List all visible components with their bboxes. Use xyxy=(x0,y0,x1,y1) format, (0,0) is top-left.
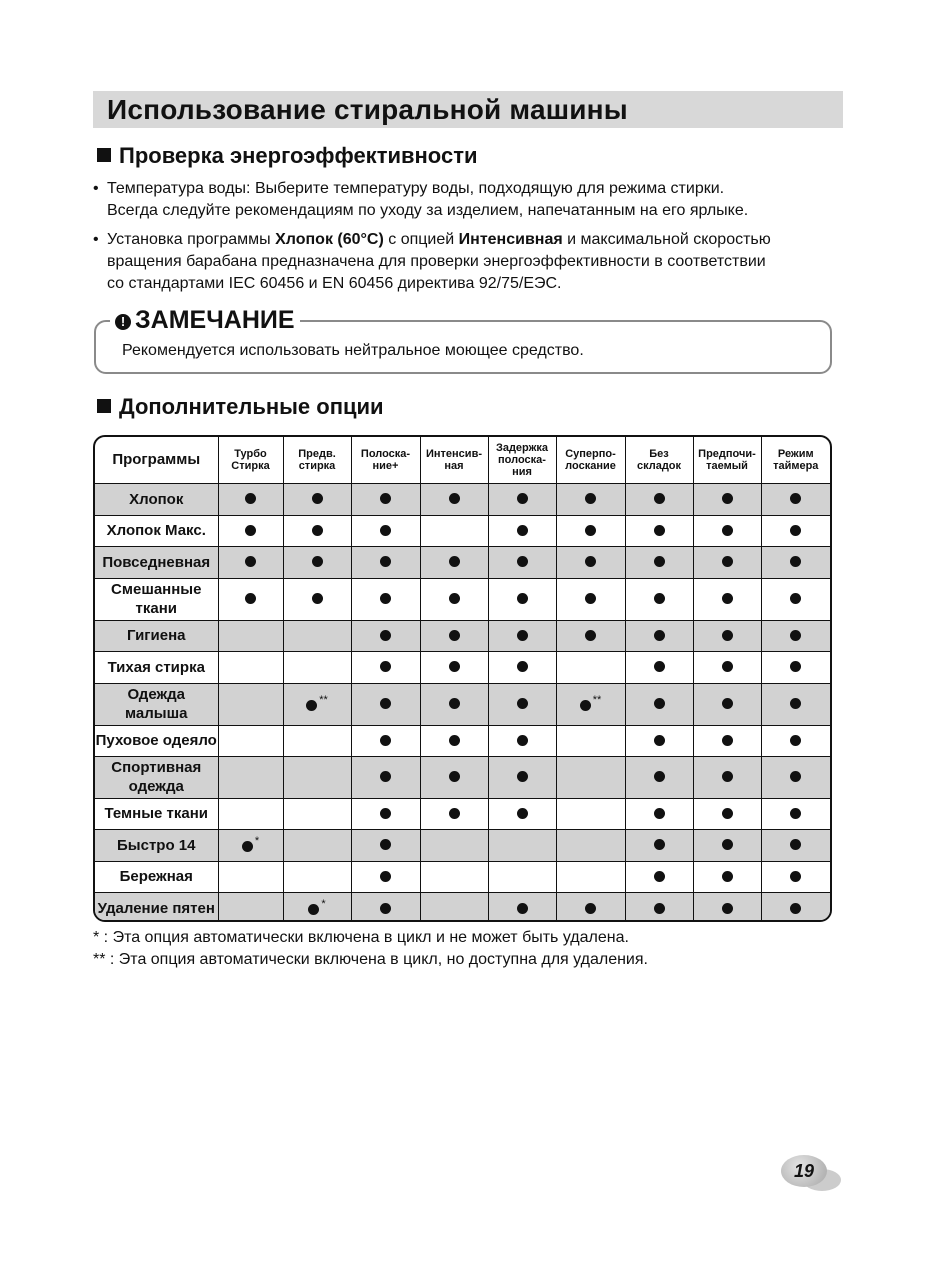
option-cell xyxy=(693,861,761,892)
table-row xyxy=(95,546,830,578)
table-row xyxy=(95,683,830,725)
option-cell xyxy=(283,620,351,651)
availability-dot-icon xyxy=(585,593,596,604)
option-cell xyxy=(761,683,830,725)
option-cell xyxy=(351,892,420,922)
option-cell xyxy=(283,578,351,620)
availability-dot-icon xyxy=(654,903,665,914)
availability-dot-icon xyxy=(654,808,665,819)
option-cell xyxy=(488,725,556,756)
program-name-cell: Быстро 14 xyxy=(95,829,218,861)
program-name-cell: Хлопок xyxy=(95,483,218,515)
column-header-timer: Режим таймера xyxy=(761,437,830,483)
availability-dot-icon xyxy=(312,525,323,536)
option-cell xyxy=(218,756,283,798)
option-cell xyxy=(761,756,830,798)
option-cell xyxy=(283,861,351,892)
page-title-bar xyxy=(93,91,843,128)
option-cell xyxy=(556,515,625,546)
availability-dot-icon xyxy=(449,593,460,604)
availability-dot-icon xyxy=(722,493,733,504)
option-cell xyxy=(693,578,761,620)
table-row xyxy=(95,578,830,620)
availability-dot-icon xyxy=(722,839,733,850)
availability-dot-icon xyxy=(517,698,528,709)
option-cell xyxy=(351,861,420,892)
availability-dot-icon xyxy=(245,493,256,504)
option-cell xyxy=(488,578,556,620)
option-cell xyxy=(693,515,761,546)
option-cell xyxy=(625,798,693,829)
table-row xyxy=(95,756,830,798)
availability-dot-icon xyxy=(585,493,596,504)
column-header-intensive: Интенсив- ная xyxy=(420,437,488,483)
column-header-program: Программы xyxy=(95,437,218,483)
table-row xyxy=(95,483,830,515)
option-cell xyxy=(420,683,488,725)
option-cell xyxy=(625,829,693,861)
option-cell xyxy=(693,620,761,651)
option-cell xyxy=(625,892,693,922)
availability-dot-icon xyxy=(517,661,528,672)
option-cell xyxy=(556,798,625,829)
option-cell xyxy=(488,483,556,515)
availability-dot-icon xyxy=(654,493,665,504)
availability-dot-icon xyxy=(722,630,733,641)
option-cell xyxy=(625,515,693,546)
option-cell xyxy=(420,798,488,829)
program-name-cell: Гигиена xyxy=(95,620,218,651)
footnote-single-star: * : Эта опция автоматически включена в цикл и не может быть удалена. xyxy=(93,929,629,946)
availability-dot-icon xyxy=(312,493,323,504)
availability-dot-icon xyxy=(517,493,528,504)
square-bullet-icon xyxy=(97,148,111,162)
availability-dot-icon xyxy=(654,698,665,709)
option-cell xyxy=(351,515,420,546)
option-cell xyxy=(556,578,625,620)
availability-dot-icon xyxy=(790,593,801,604)
option-cell xyxy=(420,578,488,620)
column-header-rinse-hold: Задержка полоска- ния xyxy=(488,437,556,483)
availability-dot-icon xyxy=(585,903,596,914)
option-cell xyxy=(218,798,283,829)
column-header-no-crease: Без складок xyxy=(625,437,693,483)
option-cell xyxy=(283,892,351,922)
availability-dot-icon xyxy=(380,698,391,709)
program-name-cell: Одежда малыша xyxy=(95,683,218,725)
option-cell xyxy=(218,515,283,546)
availability-dot-icon xyxy=(790,556,801,567)
availability-dot-icon xyxy=(654,839,665,850)
footnotes xyxy=(93,927,648,971)
availability-dot-icon xyxy=(790,903,801,914)
column-header-prewash: Предв. стирка xyxy=(283,437,351,483)
option-cell xyxy=(556,620,625,651)
option-cell xyxy=(283,756,351,798)
availability-dot-icon xyxy=(517,556,528,567)
availability-dot-icon xyxy=(722,808,733,819)
option-cell xyxy=(420,620,488,651)
option-cell xyxy=(351,725,420,756)
option-cell xyxy=(488,861,556,892)
availability-dot-icon xyxy=(380,525,391,536)
option-cell xyxy=(420,546,488,578)
option-cell xyxy=(218,829,283,861)
availability-dot-icon xyxy=(449,698,460,709)
table-row xyxy=(95,620,830,651)
availability-dot-icon xyxy=(580,700,591,711)
program-name-cell: Смешанные ткани xyxy=(95,578,218,620)
availability-dot-icon xyxy=(380,661,391,672)
options-section-heading: Дополнительные опции xyxy=(97,394,384,420)
option-cell xyxy=(488,756,556,798)
availability-dot-icon xyxy=(654,556,665,567)
availability-dot-icon xyxy=(517,808,528,819)
option-cell xyxy=(761,620,830,651)
option-cell xyxy=(218,651,283,683)
program-name-cell: Бережная xyxy=(95,861,218,892)
program-name-cell: Удаление пятен xyxy=(95,892,218,922)
availability-dot-icon xyxy=(722,525,733,536)
option-cell xyxy=(351,683,420,725)
option-cell xyxy=(625,683,693,725)
option-cell xyxy=(693,829,761,861)
availability-dot-icon xyxy=(654,593,665,604)
availability-dot-icon xyxy=(449,661,460,672)
availability-dot-icon xyxy=(380,593,391,604)
option-cell xyxy=(420,651,488,683)
availability-dot-icon xyxy=(312,556,323,567)
availability-dot-icon xyxy=(790,871,801,882)
table-row xyxy=(95,515,830,546)
availability-dot-icon xyxy=(380,735,391,746)
availability-dot-icon xyxy=(308,904,319,915)
program-name-cell: Тихая стирка xyxy=(95,651,218,683)
availability-dot-icon xyxy=(654,661,665,672)
availability-dot-icon xyxy=(517,903,528,914)
table-header-row xyxy=(95,437,830,483)
option-cell xyxy=(420,861,488,892)
option-cell xyxy=(625,546,693,578)
program-name-cell: Спортивная одежда xyxy=(95,756,218,798)
availability-dot-icon xyxy=(380,630,391,641)
option-cell xyxy=(761,578,830,620)
energy-bullet-program: • Установка программы Хлопок (60°С) с опцией Интенсивная и максимальной скоростью вращения барабана предназначена для проверки энергоэффективности в соответствии со стандартами IEC 60456 и EN 60456 директива 92/75/ЕЭС. xyxy=(93,231,771,292)
option-cell xyxy=(556,892,625,922)
option-cell xyxy=(488,651,556,683)
option-cell xyxy=(625,861,693,892)
option-cell xyxy=(351,756,420,798)
options-table xyxy=(93,435,832,922)
availability-dot-icon xyxy=(380,871,391,882)
option-cell xyxy=(420,892,488,922)
option-cell xyxy=(556,725,625,756)
footnote-double-star: ** : Эта опция автоматически включена в цикл, но доступна для удаления. xyxy=(93,951,648,968)
availability-dot-icon xyxy=(517,771,528,782)
availability-dot-icon xyxy=(790,661,801,672)
table-row xyxy=(95,725,830,756)
option-cell xyxy=(693,725,761,756)
option-cell xyxy=(761,515,830,546)
table-row xyxy=(95,829,830,861)
availability-dot-icon xyxy=(654,630,665,641)
option-cell xyxy=(488,798,556,829)
option-cell xyxy=(283,798,351,829)
warning-icon: ! xyxy=(115,314,131,330)
option-cell xyxy=(283,515,351,546)
availability-dot-icon xyxy=(790,839,801,850)
note-heading: ! ЗАМЕЧАНИЕ xyxy=(110,306,300,334)
option-cell xyxy=(488,515,556,546)
table-row xyxy=(95,892,830,922)
program-name-cell: Хлопок Макс. xyxy=(95,515,218,546)
option-cell xyxy=(625,578,693,620)
page-number: 19 xyxy=(781,1155,827,1187)
option-cell xyxy=(761,546,830,578)
availability-dot-icon xyxy=(380,808,391,819)
option-cell xyxy=(693,798,761,829)
availability-dot-icon xyxy=(654,871,665,882)
option-cell xyxy=(351,798,420,829)
option-cell xyxy=(351,546,420,578)
option-cell xyxy=(488,683,556,725)
option-cell xyxy=(218,861,283,892)
option-cell xyxy=(283,829,351,861)
availability-dot-icon xyxy=(380,903,391,914)
page-title: Использование стиральной машины xyxy=(107,94,628,125)
option-cell xyxy=(420,515,488,546)
availability-dot-icon xyxy=(245,593,256,604)
option-cell xyxy=(556,756,625,798)
footnote-mark: * xyxy=(254,834,260,847)
option-cell xyxy=(351,483,420,515)
availability-dot-icon xyxy=(654,525,665,536)
option-cell xyxy=(625,756,693,798)
program-name-cell: Повседневная xyxy=(95,546,218,578)
availability-dot-icon xyxy=(790,493,801,504)
availability-dot-icon xyxy=(245,525,256,536)
option-cell xyxy=(283,651,351,683)
option-cell xyxy=(625,725,693,756)
option-cell xyxy=(351,829,420,861)
option-cell xyxy=(351,651,420,683)
option-cell xyxy=(283,725,351,756)
option-cell xyxy=(556,546,625,578)
option-cell xyxy=(625,620,693,651)
availability-dot-icon xyxy=(245,556,256,567)
option-cell xyxy=(761,483,830,515)
availability-dot-icon xyxy=(517,630,528,641)
option-cell xyxy=(351,578,420,620)
option-cell xyxy=(420,483,488,515)
option-cell xyxy=(218,578,283,620)
option-cell xyxy=(218,683,283,725)
option-cell xyxy=(693,892,761,922)
option-cell xyxy=(283,683,351,725)
option-cell xyxy=(761,892,830,922)
option-cell xyxy=(351,620,420,651)
availability-dot-icon xyxy=(722,556,733,567)
availability-dot-icon xyxy=(380,493,391,504)
availability-dot-icon xyxy=(585,525,596,536)
option-cell xyxy=(420,725,488,756)
option-cell xyxy=(625,651,693,683)
option-cell xyxy=(556,829,625,861)
option-cell xyxy=(218,546,283,578)
availability-dot-icon xyxy=(790,698,801,709)
option-cell xyxy=(218,892,283,922)
column-header-super-rinse: Суперпо- лоскание xyxy=(556,437,625,483)
bullet-dot-icon: • xyxy=(93,180,99,197)
availability-dot-icon xyxy=(449,630,460,641)
option-cell xyxy=(556,683,625,725)
availability-dot-icon xyxy=(449,735,460,746)
availability-dot-icon xyxy=(380,556,391,567)
availability-dot-icon xyxy=(517,735,528,746)
option-cell xyxy=(488,620,556,651)
note-text: Рекомендуется использовать нейтральное моющее средство. xyxy=(122,342,584,359)
table-row xyxy=(95,798,830,829)
availability-dot-icon xyxy=(585,556,596,567)
footnote-mark: * xyxy=(321,897,326,910)
option-cell xyxy=(556,861,625,892)
option-cell xyxy=(693,546,761,578)
availability-dot-icon xyxy=(790,735,801,746)
availability-dot-icon xyxy=(722,593,733,604)
option-cell xyxy=(625,483,693,515)
option-cell xyxy=(218,483,283,515)
availability-dot-icon xyxy=(306,700,317,711)
option-cell xyxy=(693,683,761,725)
table-row xyxy=(95,861,830,892)
option-cell xyxy=(761,861,830,892)
option-cell xyxy=(420,756,488,798)
availability-dot-icon xyxy=(722,903,733,914)
footnote-mark: ** xyxy=(319,693,328,706)
availability-dot-icon xyxy=(242,841,253,852)
column-header-favourite: Предпочи- таемый xyxy=(693,437,761,483)
option-cell xyxy=(218,725,283,756)
option-cell xyxy=(761,798,830,829)
energy-section-heading: Проверка энергоэффективности xyxy=(97,143,478,169)
availability-dot-icon xyxy=(654,735,665,746)
option-cell xyxy=(283,546,351,578)
option-cell xyxy=(488,829,556,861)
availability-dot-icon xyxy=(722,871,733,882)
option-cell xyxy=(693,756,761,798)
availability-dot-icon xyxy=(517,525,528,536)
availability-dot-icon xyxy=(517,593,528,604)
footnote-mark: ** xyxy=(592,693,602,706)
option-cell xyxy=(218,620,283,651)
availability-dot-icon xyxy=(790,630,801,641)
option-cell xyxy=(761,651,830,683)
availability-dot-icon xyxy=(380,839,391,850)
option-cell xyxy=(488,546,556,578)
availability-dot-icon xyxy=(790,808,801,819)
availability-dot-icon xyxy=(722,698,733,709)
table-row xyxy=(95,651,830,683)
option-cell xyxy=(420,829,488,861)
availability-dot-icon xyxy=(790,525,801,536)
note-box xyxy=(94,306,832,374)
energy-bullet-list xyxy=(93,178,853,302)
availability-dot-icon xyxy=(790,771,801,782)
option-cell xyxy=(761,725,830,756)
option-cell xyxy=(488,892,556,922)
availability-dot-icon xyxy=(449,808,460,819)
square-bullet-icon xyxy=(97,399,111,413)
option-cell xyxy=(556,483,625,515)
option-cell xyxy=(693,651,761,683)
availability-dot-icon xyxy=(312,593,323,604)
availability-dot-icon xyxy=(380,771,391,782)
option-cell xyxy=(283,483,351,515)
availability-dot-icon xyxy=(449,771,460,782)
energy-bullet-water: • Температура воды: Выберите температуру воды, подходящую для режима стирки. Всегда следуйте рекомендациям по уходу за изделием, напечатанным на его ярлыке. xyxy=(93,180,749,219)
availability-dot-icon xyxy=(654,771,665,782)
column-header-turbo: Турбо Стирка xyxy=(218,437,283,483)
availability-dot-icon xyxy=(585,630,596,641)
option-cell xyxy=(556,651,625,683)
availability-dot-icon xyxy=(449,493,460,504)
column-header-rinse-plus: Полоска- ние+ xyxy=(351,437,420,483)
availability-dot-icon xyxy=(722,771,733,782)
availability-dot-icon xyxy=(449,556,460,567)
option-cell xyxy=(693,483,761,515)
option-cell xyxy=(761,829,830,861)
availability-dot-icon xyxy=(722,661,733,672)
program-name-cell: Темные ткани xyxy=(95,798,218,829)
program-name-cell: Пуховое одеяло xyxy=(95,725,218,756)
availability-dot-icon xyxy=(722,735,733,746)
bullet-dot-icon: • xyxy=(93,231,99,248)
